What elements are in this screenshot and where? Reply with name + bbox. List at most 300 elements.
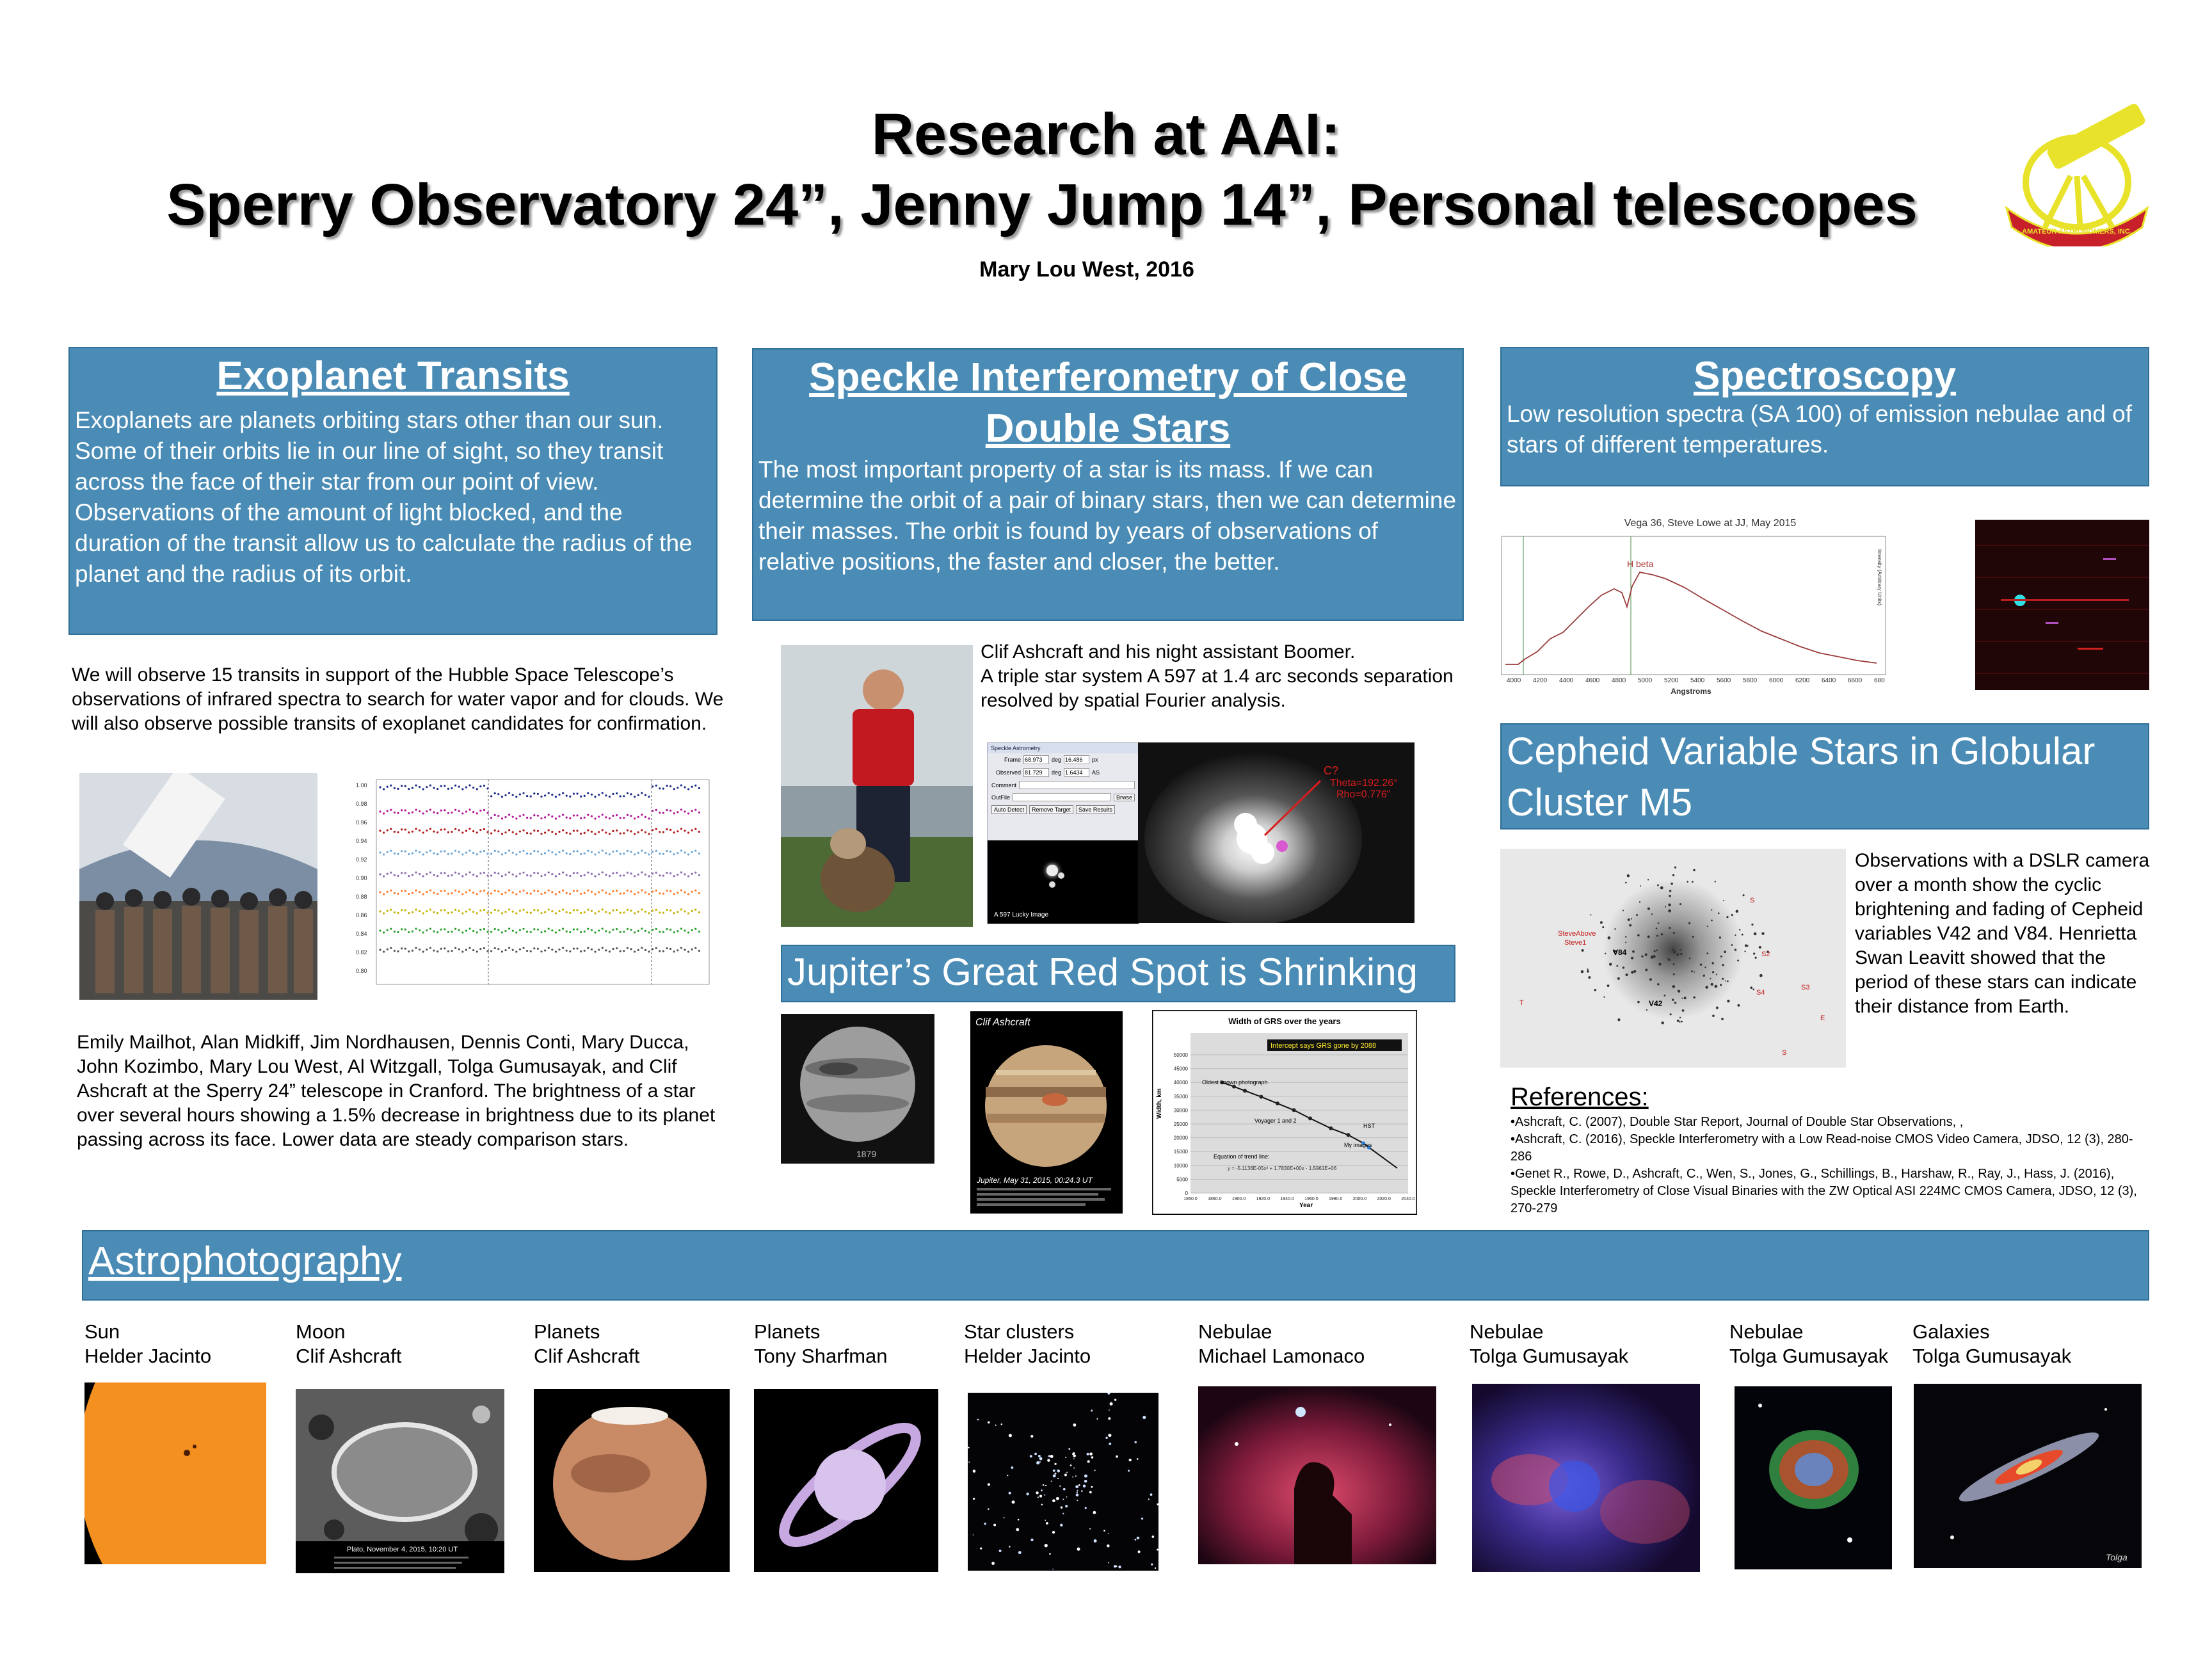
- m5-star: [1723, 900, 1724, 901]
- m5-star: [1704, 966, 1706, 968]
- remove-target-button[interactable]: Remove Target: [1029, 805, 1073, 814]
- m5-star: [1737, 959, 1739, 961]
- lightcurve-point: [383, 950, 385, 952]
- lightcurve-point: [394, 812, 396, 813]
- lightcurve-point: [544, 874, 546, 876]
- transit-lightcurve: [351, 773, 716, 1005]
- cluster-star: [1056, 1497, 1059, 1500]
- lightcurve-point: [691, 830, 693, 831]
- lightcurve-point: [548, 908, 550, 910]
- lightcurve-point: [673, 853, 675, 855]
- m5-star: [1671, 883, 1673, 885]
- lightcurve-point: [637, 852, 639, 854]
- lightcurve-point: [469, 908, 470, 910]
- cluster-star: [1083, 1484, 1086, 1487]
- lightcurve-point: [620, 893, 621, 895]
- lightcurve-point: [548, 849, 550, 851]
- lightcurve-point: [627, 928, 629, 930]
- lightcurve-point: [387, 786, 389, 788]
- lightcurve-point: [694, 909, 696, 911]
- lightcurve-point: [415, 947, 417, 949]
- lightcurve-point: [437, 812, 438, 814]
- cluster-star: [1077, 1548, 1080, 1551]
- lightcurve-point: [515, 833, 517, 835]
- cluster-star: [1084, 1475, 1087, 1478]
- lightcurve-ytick: 0.90: [356, 875, 367, 881]
- cluster-star: [977, 1419, 979, 1421]
- lightcurve-point: [540, 875, 542, 877]
- lightcurve-point: [461, 931, 463, 933]
- lightcurve-point: [426, 810, 428, 812]
- lightcurve-point: [394, 831, 396, 833]
- spectrum-xlabel: Angstroms: [1671, 687, 1711, 696]
- lightcurve-point: [641, 813, 643, 815]
- grs-ytick: 20000: [1173, 1135, 1188, 1141]
- moon-caption: Plato, November 4, 2015, 10:20 UT: [347, 1546, 458, 1553]
- lightcurve-point: [486, 931, 488, 933]
- grs-annot-hst: HST: [1363, 1123, 1375, 1129]
- lightcurve-point: [419, 851, 421, 853]
- lightcurve-point: [684, 949, 685, 950]
- frame-value2-field[interactable]: 16.486: [1064, 755, 1089, 764]
- m5-star: [1700, 963, 1702, 965]
- cluster-star: [1109, 1443, 1111, 1445]
- lightcurve-point: [645, 794, 646, 796]
- cluster-star: [1061, 1507, 1062, 1509]
- cluster-star: [1093, 1511, 1096, 1514]
- aai-logo: [2000, 99, 2154, 246]
- lightcurve-point: [580, 853, 582, 855]
- lightcurve-point: [691, 851, 693, 853]
- lightcurve-point: [515, 853, 517, 855]
- cluster-star: [1057, 1478, 1059, 1479]
- lightcurve-point: [537, 830, 539, 832]
- lightcurve-point: [627, 814, 629, 816]
- lightcurve-point: [401, 928, 403, 930]
- lightcurve-point: [684, 891, 685, 893]
- lightcurve-point: [623, 950, 625, 952]
- lightcurve-point: [594, 950, 596, 952]
- lightcurve-point: [655, 928, 657, 930]
- lightcurve-point: [483, 828, 485, 830]
- m5-star: [1755, 957, 1757, 959]
- lightcurve-point: [501, 817, 503, 819]
- cluster-star: [1105, 1437, 1107, 1439]
- lightcurve-point: [673, 875, 675, 877]
- lightcurve-point: [652, 785, 653, 787]
- lightcurve-point: [437, 831, 438, 833]
- mars-photo: [534, 1389, 730, 1572]
- lightcurve-point: [648, 912, 650, 914]
- lightcurve-point: [558, 929, 560, 931]
- m5-star: [1724, 950, 1726, 953]
- m5-star: [1744, 950, 1745, 952]
- lightcurve-point: [659, 874, 661, 876]
- lightcurve-point: [580, 912, 582, 914]
- lightcurve-point: [562, 850, 564, 852]
- lightcurve-point: [433, 852, 435, 854]
- lightcurve-point: [501, 833, 503, 835]
- lightcurve-point: [680, 808, 682, 810]
- spectrum-xtick: 6200: [1795, 677, 1810, 684]
- lightcurve-point: [537, 890, 539, 892]
- cluster-star: [1057, 1470, 1059, 1471]
- lightcurve-point: [566, 892, 568, 894]
- m5-star: [1736, 910, 1738, 913]
- lightcurve-point: [648, 950, 650, 952]
- astro-author: Clif Ashcraft: [534, 1345, 640, 1367]
- lightcurve-point: [522, 872, 524, 874]
- lightcurve-point: [476, 853, 478, 855]
- cluster-star: [1062, 1499, 1064, 1500]
- lightcurve-point: [680, 947, 682, 949]
- lightcurve-point: [576, 850, 578, 852]
- m5-star: [1625, 942, 1626, 943]
- m5-star: [1581, 970, 1583, 973]
- lightcurve-point: [440, 810, 442, 812]
- cluster-star: [1045, 1519, 1046, 1521]
- lightcurve-point: [627, 909, 629, 911]
- lightcurve-point: [383, 788, 385, 790]
- spectrum-title: Vega 36, Steve Lowe at JJ, May 2015: [1624, 518, 1797, 529]
- lightcurve-point: [605, 794, 607, 796]
- lightcurve-point: [533, 792, 535, 794]
- references-list: [1511, 1114, 2151, 1217]
- lightcurve-point: [548, 813, 550, 815]
- lightcurve-point: [422, 812, 424, 814]
- lightcurve-point: [451, 787, 453, 789]
- m5-star: [1617, 1018, 1620, 1021]
- lightcurve-point: [433, 811, 435, 813]
- grs-ytick: 5000: [1176, 1176, 1188, 1183]
- m5-star: [1680, 949, 1681, 950]
- lightcurve-point: [422, 875, 424, 877]
- cluster-star: [1052, 1531, 1055, 1534]
- lightcurve-point: [451, 853, 453, 854]
- lightcurve-point: [612, 929, 614, 931]
- grs-xtick: 1850.0: [1183, 1197, 1198, 1201]
- lightcurve-point: [397, 912, 399, 914]
- m5-star: [1661, 933, 1663, 935]
- cluster-star: [968, 1461, 970, 1463]
- lightcurve-point: [537, 929, 539, 931]
- lightcurve-point: [440, 785, 442, 787]
- lightcurve-point: [687, 912, 689, 914]
- lightcurve-point: [591, 891, 593, 893]
- lightcurve-point: [587, 928, 589, 930]
- lightcurve-point: [630, 872, 632, 874]
- lightcurve-point: [587, 850, 589, 852]
- lightcurve-point: [652, 948, 653, 950]
- comment-field[interactable]: [1019, 781, 1135, 789]
- m5-star: [1607, 984, 1610, 987]
- lightcurve-point: [479, 890, 481, 892]
- lightcurve-point: [433, 874, 435, 876]
- lightcurve-point: [555, 912, 557, 914]
- lightcurve-point: [461, 912, 463, 914]
- m5-star: [1656, 949, 1658, 951]
- lightcurve-point: [458, 873, 460, 875]
- m5-star: [1759, 946, 1761, 949]
- lightcurve-point: [666, 785, 668, 787]
- lightcurve-point: [412, 892, 413, 894]
- lightcurve-point: [412, 853, 413, 854]
- lightcurve-point: [687, 812, 689, 814]
- lightcurve-point: [680, 784, 682, 786]
- lightcurve-point: [429, 828, 431, 830]
- save-results-button[interactable]: Save Results: [1076, 805, 1115, 814]
- cluster-star: [993, 1524, 996, 1527]
- lightcurve-point: [634, 796, 636, 797]
- cluster-star: [1073, 1423, 1076, 1427]
- lightcurve-point: [691, 910, 693, 912]
- m5-star: [1587, 970, 1589, 973]
- lightcurve-point: [379, 949, 381, 950]
- lightcurve-point: [379, 929, 381, 931]
- lightcurve-point: [623, 892, 625, 894]
- cluster-star: [1108, 1434, 1111, 1437]
- cluster-star: [1085, 1507, 1087, 1509]
- astro-caption: [1729, 1320, 1888, 1368]
- lightcurve-point: [412, 787, 413, 789]
- lightcurve-point: [508, 813, 510, 815]
- lightcurve-point: [472, 874, 474, 876]
- m5-star: [1679, 1017, 1681, 1018]
- exoplanet-heading: Exoplanet Transits: [216, 354, 570, 398]
- lightcurve-point: [383, 931, 385, 933]
- lightcurve-point: [558, 873, 560, 875]
- m5-star: [1645, 968, 1647, 971]
- lightcurve-point: [659, 892, 661, 894]
- m5-label-v84: V84: [1613, 948, 1627, 957]
- lightcurve-point: [602, 947, 604, 949]
- lightcurve-point: [594, 931, 596, 933]
- observed-value-field[interactable]: 81.729: [1023, 768, 1049, 777]
- lightcurve-point: [444, 890, 445, 892]
- astro-caption: [1198, 1320, 1365, 1368]
- lightcurve-point: [394, 931, 396, 933]
- lightcurve-point: [437, 912, 438, 914]
- m5-label-steve1: Steve1: [1564, 939, 1587, 947]
- astro-heading: Astrophotography: [88, 1239, 402, 1283]
- cluster-star: [1034, 1453, 1037, 1455]
- jupiter-photo-caption: Jupiter, May 31, 2015, 00:24.3 UT: [977, 1176, 1093, 1185]
- m5-star: [1663, 995, 1665, 997]
- lightcurve-point: [419, 786, 421, 788]
- lightcurve-point: [691, 873, 693, 875]
- lightcurve-point: [634, 912, 636, 914]
- lightcurve-point: [458, 929, 460, 931]
- lightcurve-point: [684, 873, 685, 875]
- m5-star: [1679, 903, 1681, 905]
- lightcurve-point: [397, 788, 399, 790]
- lightcurve-point: [576, 947, 578, 949]
- lightcurve-point: [587, 947, 589, 949]
- m5-star: [1716, 974, 1717, 975]
- m5-star: [1647, 936, 1650, 938]
- lightcurve-point: [458, 949, 460, 950]
- lightcurve-point: [605, 911, 607, 913]
- grs-point: [1276, 1102, 1279, 1105]
- frame-unit2: px: [1092, 757, 1098, 763]
- browse-button[interactable]: Brwse: [1114, 794, 1135, 801]
- lightcurve-point: [508, 829, 510, 831]
- lightcurve-point: [666, 850, 668, 852]
- lightcurve-point: [458, 830, 460, 831]
- lightcurve-point: [522, 792, 524, 794]
- lightcurve-point: [454, 785, 456, 787]
- lightcurve-point: [426, 873, 428, 875]
- m5-star: [1668, 903, 1671, 906]
- lightcurve-point: [390, 928, 392, 930]
- lightcurve-point: [497, 929, 499, 931]
- lightcurve-point: [512, 930, 514, 932]
- lightcurve-point: [623, 874, 625, 876]
- m5-star: [1719, 936, 1721, 938]
- astro-author: Clif Ashcraft: [296, 1345, 402, 1367]
- lightcurve-point: [587, 792, 589, 794]
- lightcurve-point: [573, 872, 575, 874]
- galaxy-photo: [1914, 1384, 2142, 1568]
- lightcurve-point: [641, 889, 643, 891]
- lightcurve-point: [573, 928, 575, 930]
- lightcurve-point: [616, 947, 618, 949]
- lightcurve-point: [566, 874, 568, 876]
- lightcurve-point: [522, 830, 524, 831]
- lightcurve-point: [451, 931, 453, 933]
- lightcurve-point: [383, 912, 385, 914]
- lightcurve-point: [433, 892, 435, 894]
- lightcurve-point: [465, 787, 467, 789]
- lightcurve-ytick: 0.82: [356, 949, 367, 956]
- lightcurve-point: [397, 893, 399, 895]
- lightcurve-point: [576, 792, 578, 794]
- lightcurve-point: [612, 910, 614, 911]
- cluster-star: [1016, 1528, 1019, 1531]
- m5-star: [1658, 922, 1660, 924]
- lightcurve-point: [476, 812, 478, 814]
- lightcurve-point: [537, 793, 539, 795]
- lightcurve-point: [627, 947, 629, 949]
- cluster-star: [1077, 1500, 1078, 1501]
- lightcurve-point: [540, 817, 542, 819]
- lightcurve-point: [483, 872, 485, 874]
- cluster-star: [1044, 1495, 1045, 1496]
- lightcurve-point: [641, 947, 643, 949]
- lightcurve-point: [469, 927, 470, 929]
- lightcurve-point: [512, 892, 514, 894]
- lightcurve-point: [476, 875, 478, 877]
- m5-star: [1647, 908, 1650, 910]
- outfile-field[interactable]: [1013, 793, 1111, 801]
- grs-xtick: 1900.0: [1231, 1197, 1246, 1201]
- lightcurve-point: [465, 830, 467, 832]
- lightcurve-point: [433, 911, 435, 913]
- astro-caption: [296, 1320, 401, 1368]
- lightcurve-point: [555, 875, 557, 877]
- auto-detect-button[interactable]: Auto Detect: [991, 805, 1027, 814]
- observed-value2-field[interactable]: 1.6434: [1064, 768, 1089, 777]
- vega-spectrum-chart: [1499, 511, 1891, 696]
- lightcurve-point: [426, 929, 428, 931]
- m5-star: [1656, 935, 1658, 937]
- cluster-star: [1018, 1519, 1020, 1521]
- astro-author: Michael Lamonaco: [1198, 1345, 1365, 1367]
- lightcurve-point: [584, 832, 586, 834]
- lightcurve-point: [540, 950, 542, 952]
- lightcurve-point: [616, 890, 618, 892]
- lightcurve-point: [426, 830, 428, 831]
- lightcurve-point: [533, 830, 535, 831]
- m5-label-s3: S3: [1801, 984, 1810, 991]
- lightcurve-point: [634, 817, 636, 819]
- lightcurve-point: [387, 891, 389, 893]
- m5-star: [1692, 936, 1694, 938]
- lightcurve-point: [641, 908, 643, 910]
- lightcurve-point: [472, 811, 474, 813]
- spectrum-side-label: Intensity (Arbitrary Units): [1877, 549, 1882, 606]
- m5-star: [1657, 983, 1659, 985]
- lightcurve-point: [648, 893, 650, 895]
- m5-star: [1750, 986, 1752, 989]
- lightcurve-point: [591, 910, 593, 912]
- speckle-caption-2: A triple star system A 597 at 1.4 arc seconds separation resolved by spatial Fourier analysis.: [981, 666, 1454, 711]
- lightcurve-point: [637, 794, 639, 796]
- lightcurve-point: [587, 830, 589, 831]
- lightcurve-point: [451, 911, 453, 913]
- lightcurve-point: [472, 787, 474, 789]
- grs-width-chart: [1152, 1010, 1417, 1215]
- lightcurve-point: [623, 795, 625, 797]
- lightcurve-point: [630, 929, 632, 931]
- lightcurve-point: [602, 927, 604, 929]
- lightcurve-point: [501, 931, 503, 933]
- lightcurve-point: [694, 785, 696, 787]
- lightcurve-point: [612, 890, 614, 892]
- m5-star: [1689, 958, 1691, 959]
- author-line: Mary Lou West, 2016: [979, 257, 1194, 282]
- lightcurve-point: [587, 890, 589, 892]
- lightcurve-point: [444, 850, 445, 852]
- lightcurve-point: [415, 785, 417, 787]
- lightcurve-point: [551, 851, 553, 853]
- lightcurve-point: [476, 788, 478, 790]
- lightcurve-point: [652, 872, 653, 874]
- m5-star: [1629, 924, 1631, 927]
- lightcurve-point: [666, 909, 668, 911]
- lightcurve-point: [609, 853, 611, 855]
- lightcurve-point: [687, 875, 689, 877]
- lightcurve-point: [602, 813, 604, 815]
- lightcurve-point: [641, 871, 643, 873]
- lightcurve-point: [594, 893, 596, 895]
- cluster-star: [1063, 1488, 1066, 1491]
- cluster-star: [1137, 1537, 1139, 1539]
- lightcurve-point: [497, 872, 499, 874]
- m5-star: [1725, 981, 1726, 982]
- frame-value-field[interactable]: 68.973: [1023, 755, 1049, 764]
- grs-chart-title: Width of GRS over the years: [1228, 1016, 1341, 1026]
- references-heading: References:: [1511, 1083, 1649, 1111]
- m5-star: [1654, 950, 1656, 952]
- lightcurve-point: [451, 874, 453, 876]
- spectrum-xtick: 6600: [1848, 677, 1863, 684]
- lightcurve-point: [397, 950, 399, 952]
- m5-star: [1669, 890, 1671, 892]
- lightcurve-point: [465, 949, 467, 951]
- m5-star: [1747, 945, 1748, 947]
- lightcurve-point: [497, 948, 499, 950]
